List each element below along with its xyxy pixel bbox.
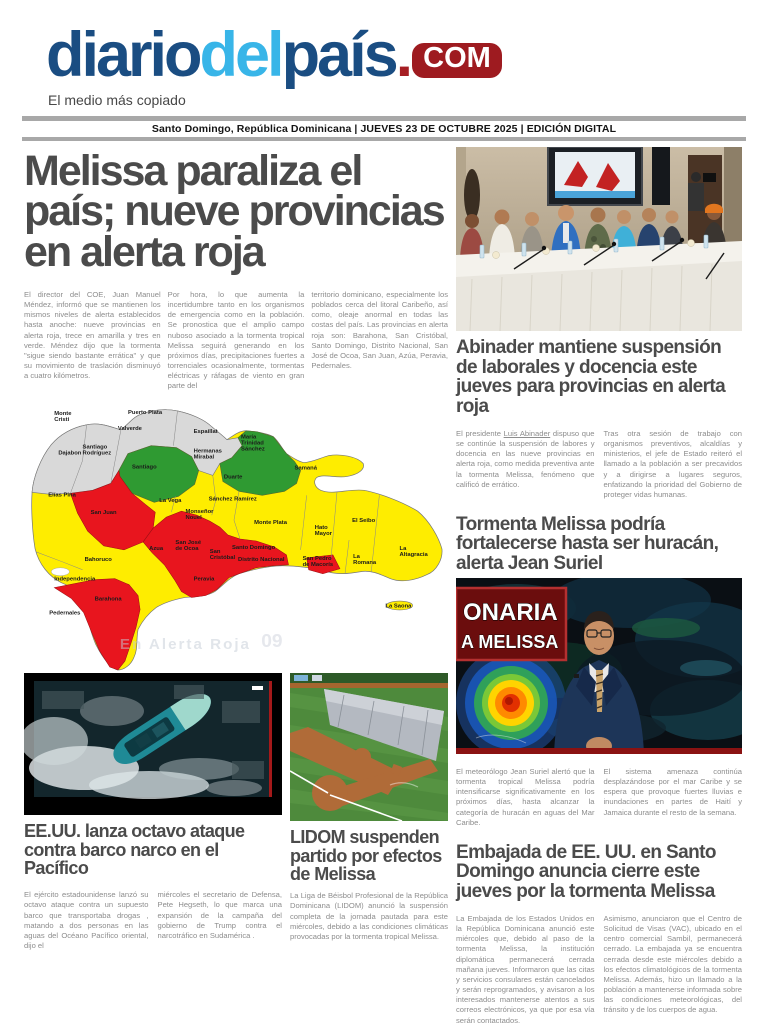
masthead <box>0 0 768 108</box>
narco-boat-image <box>24 673 282 815</box>
lead-body-col3: territorio dominicano, especialmente los poblados cerca del litoral Caribeño, así como, oleaje anormal en todas las costas del país. Las provincias en alerta roja son: Barahona, San Cristóbal, Santo Domingo, Distrito Nacional, San José de Ocoa, San Juan, Azúa, Peravia, Pedernales. <box>311 289 448 371</box>
logo-part-del: del <box>199 20 282 90</box>
left-column <box>24 147 448 1024</box>
tagline: El medio más copiado <box>48 92 186 108</box>
logo-com-badge: COM <box>412 43 502 78</box>
map-province-label: Hato Mayor <box>314 525 332 538</box>
map-province-label: Santo Domingo <box>231 545 276 552</box>
abinader-link[interactable]: Luis Abinader <box>503 428 551 438</box>
video-red-edge <box>269 681 272 797</box>
map-province-label: La Saona <box>385 603 412 610</box>
map-province-label: Bahoruco <box>84 556 112 563</box>
map-province-label: Elías Pina <box>48 492 76 499</box>
map-province-label: La Vega <box>159 498 182 505</box>
suriel-body-col1: El meteorólogo Jean Suriel alertó que la tormenta tropical Melissa podría intensificarse significativamente en los próximos días, hasta alcanzar la categoría de huracán en aguas del Mar Caribe. <box>456 766 595 827</box>
abinader-body-col1 <box>456 429 595 500</box>
map-province-label: Espaillat <box>193 428 218 435</box>
map-watermark: En Alerta Roja <box>119 636 251 654</box>
video-marker <box>252 686 263 690</box>
dateline: Santo Domingo, República Dominicana | JUEVES 23 DE OCTUBRE 2025 | EDICIÓN DIGITAL <box>22 116 746 141</box>
lidom-article <box>290 673 448 959</box>
lead-headline: Melissa paraliza el país; nueve provincias en alerta roja <box>24 147 444 276</box>
logo-dot: . <box>395 20 411 90</box>
map-province-label: Peravia <box>193 576 215 583</box>
newspaper-logo <box>46 20 746 90</box>
embassy-body-col1: La Embajada de los Estados Unidos en la República Dominicana anunció este miércoles que, debido al paso de la tormenta Melissa, la institución diplomática permanecerá cerrada mañana jueves. Informaron que las citas y servicios consulares están cancelados y serán reprogramados, y avisaron a los interesados mantenerse atentos a sus correos electrónicos, ya que por esa vía serán contactados. <box>456 913 595 1024</box>
suriel-body <box>456 759 742 835</box>
map-province-label: San Cristóbal <box>209 549 236 561</box>
map-watermark-number: 09 <box>261 631 283 653</box>
stands-2 <box>312 675 322 681</box>
main-content <box>0 141 768 1024</box>
tv-banner-line2: A MELISSA <box>461 632 559 653</box>
lead-body-col1: El director del COE, Juan Manuel Méndez, informó que se mantienen los mismos niveles de alerta establecidos hasta anoche: nueve provincias en alerta roja, trece en amarilla y tres en verde. Méndez dijo que la tormenta "sigue siendo bastante errática" y que su movimiento de traslación disminuyó a cuatro kilómetros. <box>24 289 161 381</box>
speaker <box>652 147 670 205</box>
map-province-label: El Seibo <box>352 518 376 525</box>
tv-screen <box>548 147 642 205</box>
stands <box>294 675 308 681</box>
embassy-body-col2: Asimismo, anunciaron que el Centro de Solicitud de Visas (VAC), ubicado en el centro comercial Sambil, permanecerá cerrado. La embajada ya se encuentra cerrada desde este miércoles debido a los efectos climatológicos de la tormenta Melissa. Además, hizo un llamado a la población a mantenerse informada sobre las condiciones meteorológicas, del tránsito y de los cuerpos de agua. <box>603 913 742 1015</box>
tv-lower-strip <box>456 748 742 754</box>
lidom-headline: LIDOM suspenden partido por efectos de Melissa <box>290 827 442 885</box>
lead-body-col2: Por hora, lo que aumenta la incertidumbre tanto en los organismos de emergencia como en la población. Se pronostica que el amplio campo nuboso asociado a la tormenta tropical Melissa seguirá generando en los próximos días, precipitaciones fuertes a torrenciales ocasionalmente, tormentas eléctricas y ráfagas de viento en gran parte del <box>167 289 305 391</box>
map-province-label: Monseñor Nouel <box>185 509 214 522</box>
map-province-label: Hermanas Mirabal <box>193 448 222 461</box>
abinader-headline: Abinader mantiene suspensión de laborales y docencia este jueves para provincias en alerta roja <box>456 337 726 417</box>
narco-body <box>24 883 282 959</box>
map-province-label: Azua <box>149 546 164 553</box>
map-province-label: Santiago <box>132 464 157 471</box>
embassy-body <box>456 906 742 1024</box>
map-lake <box>51 568 69 576</box>
bottom-row <box>24 673 448 959</box>
tv-banner-line1: ONARIA <box>463 599 558 627</box>
map-province-label: Duarte <box>223 474 243 481</box>
lidom-body: La Liga de Béisbol Profesional de la República Dominicana (LIDOM) anunció la suspensión completa de la jornada pautada para este miércoles, debido a las condiciones climáticas provocadas por la tormenta tropical Melissa. <box>290 891 448 941</box>
logo-part-pais: país <box>281 20 396 90</box>
narco-headline: EE.UU. lanza octavo ataque contra barco narco en el Pacífico <box>24 821 245 879</box>
map-province-label: Puerto Plata <box>127 410 163 417</box>
narco-body-col2: miércoles el secretario de Defensa, Pete Hegseth, lo que marca una expansión de la campaña del gobierno de Trump contra el narcotráfico en Sudamérica . <box>157 890 282 940</box>
narco-boat-photo <box>24 673 282 815</box>
weatherman-photo <box>456 578 742 754</box>
embassy-headline: Embajada de EE. UU. en Santo Domingo anuncia cierre este jueves por la tormenta Melissa <box>456 841 716 902</box>
map-province-label: Pedernales <box>49 610 81 617</box>
suriel-body-col2: El sistema amenaza continúa desplazándose por el mar Caribe y se espera que provoque fuertes lluvias e inundaciones en partes de Haití y Jamaica durante el resto de la semana. <box>603 766 742 817</box>
hurricane-blob <box>456 648 566 754</box>
lidom-field-photo <box>290 673 448 821</box>
abinader-text-after: dispuso que se continúe la suspensión de labores y docencia en las nueve provincias en alerta roja, como medida preventiva ante la tormenta Melissa, fenómeno que calificó de errático. <box>456 428 595 489</box>
map-province-label: La Romana <box>353 553 377 566</box>
coe-meeting-image <box>456 147 742 331</box>
abinader-body <box>456 421 742 507</box>
lidom-field-image <box>290 673 448 821</box>
map-province-label: San Juan <box>90 510 117 517</box>
warning-track <box>290 683 448 688</box>
map-province-label: San Pedro de Macorís <box>302 555 334 568</box>
weatherman-image <box>456 578 742 754</box>
narco-article <box>24 673 282 959</box>
narco-body-col1: El ejército estadounidense lanzó su octavo ataque contra un supuesto barco que transportaba drogas , matando a dos personas en las aguas del Océano Pacífico oriental, dijo el <box>24 890 149 951</box>
map-province-label: Samaná <box>294 465 317 472</box>
abinader-body-col2: Tras otra sesión de trabajo con organismos preventivos, alcaldías y ministerios, el jefe de Estado reiteró el llamado a la población a ser precavidos y a dirigirse a lugares seguros, enfatizando la prioridad del Gobierno de proteger vidas humanas. <box>603 428 742 499</box>
map-province-label: San José de Ocoa <box>175 540 202 553</box>
statue <box>464 169 480 221</box>
abinader-text-before: El presidente <box>456 428 504 438</box>
map-province-label: Santiago Rodríguez <box>82 444 112 457</box>
alert-map <box>24 401 448 671</box>
lead-body <box>24 282 448 399</box>
right-column <box>456 147 742 1024</box>
map-province-label: María Trinidad Sánchez <box>241 434 265 453</box>
tv-banner <box>456 588 566 660</box>
map-province-label: Dajabon <box>58 450 82 457</box>
map-province-label: La Altagracia <box>399 546 428 558</box>
map-province-label: Barahona <box>94 596 122 603</box>
map-province-label: Monte Cristi <box>54 411 72 423</box>
map-province-label: Monte Plata <box>254 520 287 527</box>
logo-part-diario: diario <box>46 20 200 90</box>
coe-meeting-photo <box>456 147 742 331</box>
map-province-label: Independencia <box>54 576 96 583</box>
map-province-label: Valverde <box>117 425 142 432</box>
suriel-headline: Tormenta Melissa podría fortalecerse hasta ser huracán, alerta Jean Suriel <box>456 513 719 574</box>
map-province-label: Sánchez Ramírez <box>208 496 257 503</box>
alert-map-figure <box>24 401 448 671</box>
map-province-label: Distrito Nacional <box>238 556 285 563</box>
